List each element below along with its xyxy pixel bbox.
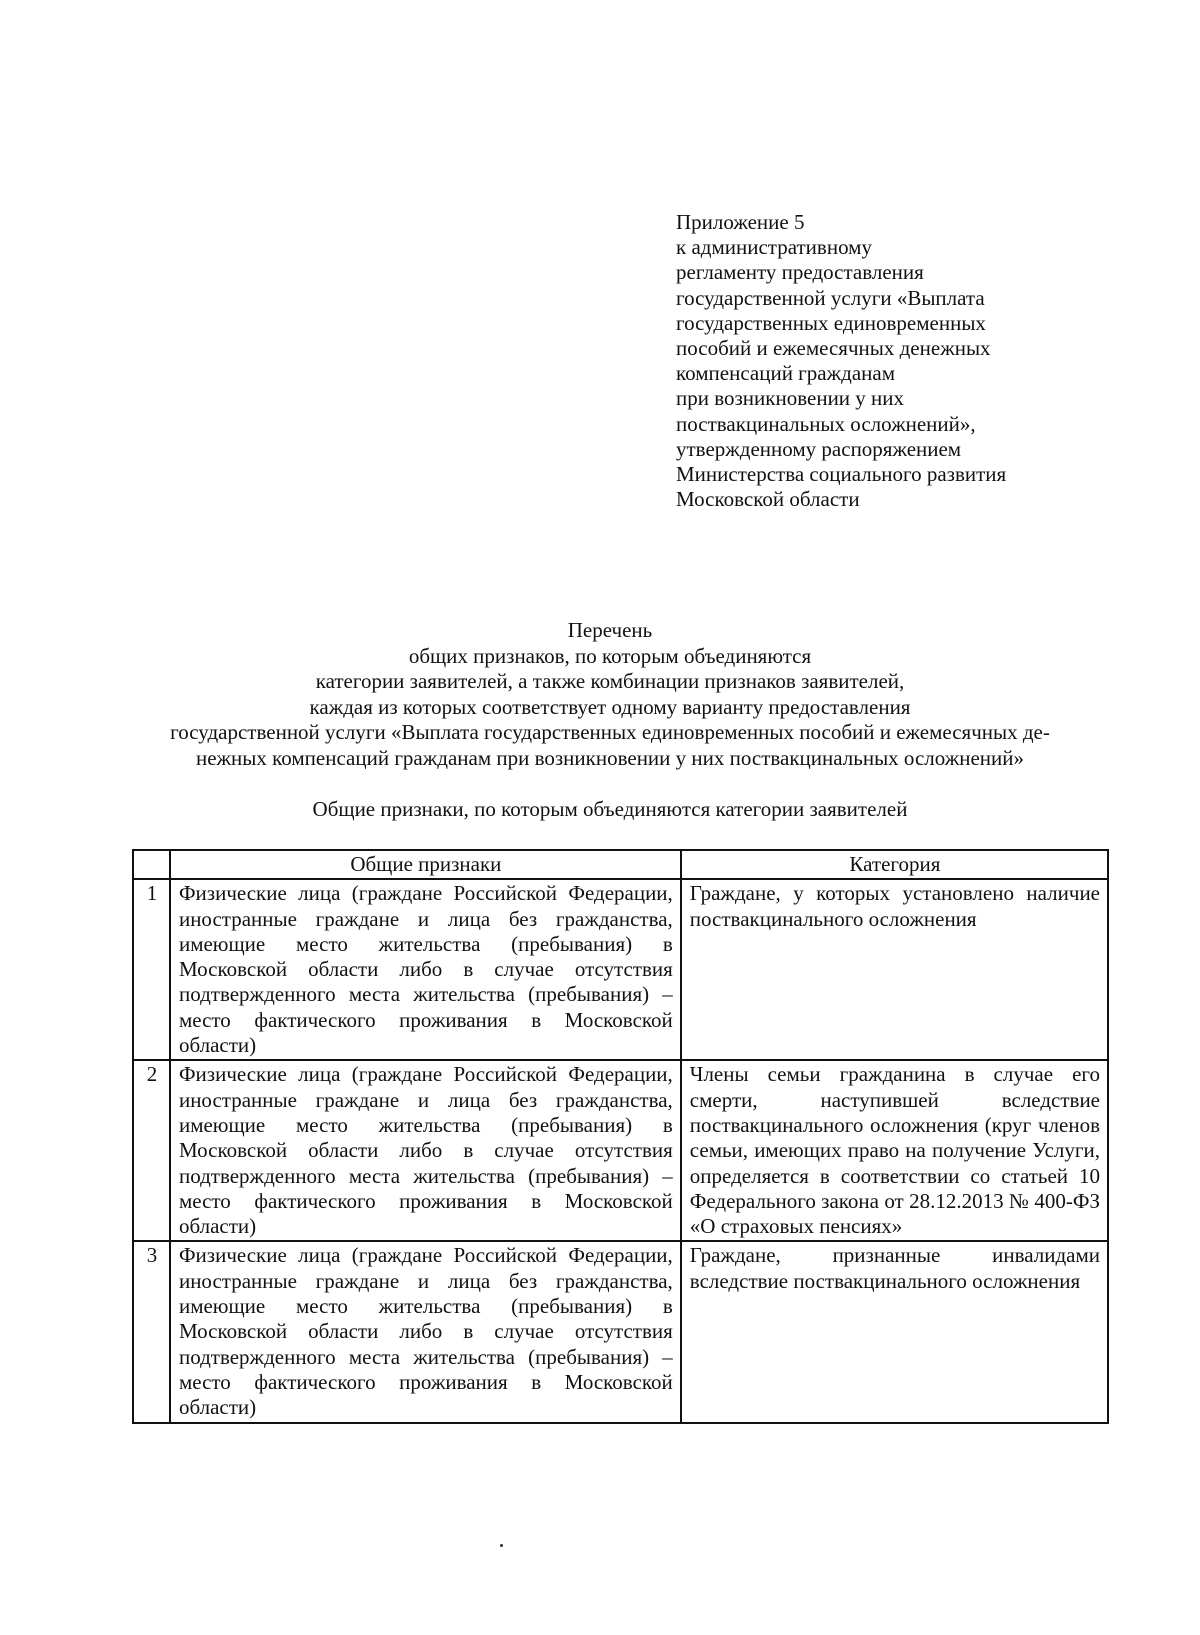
table-row [133,1060,1108,1241]
row-number: 2 [133,1060,170,1241]
row-category: Граждане, признанные инвалидами вследствие поствакцинального осложнения [681,1241,1108,1422]
column-header-category: Категория [681,850,1108,879]
attachment-line: государственной услуги «Выплата [676,285,985,310]
column-header-number [133,850,170,879]
attachment-line: Министерства социального развития [676,462,1007,487]
title-line: каждая из которых соответствует одному варианту предоставления [309,694,911,719]
attachment-line: при возникновении у них [676,386,905,411]
row-number: 3 [133,1241,170,1422]
column-header-signs: Общие признаки [170,850,681,879]
attachment-note [676,210,1096,512]
table-caption: Общие признаки, по которым объединяются категории заявителей [312,797,908,821]
attachment-line: регламенту предоставления [676,260,924,285]
row-signs: Физические лица (граждане Российской Федерации, иностранные граждане и лица без гражданства, имеющие место жительства (пребывания) в Московской области либо в случае отсутствия подтвержденного места жительства (пребывания) – место фактического проживания в Московской области) [170,879,681,1060]
row-signs: Физические лица (граждане Российской Федерации, иностранные граждане и лица без гражданства, имеющие место жительства (пребывания) в Московской области либо в случае отсутствия подтвержденного места жительства (пребывания) – место фактического проживания в Московской области) [170,1241,681,1422]
row-signs: Физические лица (граждане Российской Федерации, иностранные граждане и лица без гражданства, имеющие место жительства (пребывания) в Московской области либо в случае отсутствия подтвержденного места жительства (пребывания) – место фактического проживания в Московской области) [170,1060,681,1241]
attachment-line: компенсаций гражданам [676,361,895,386]
title-line: категории заявителей, а также комбинации признаков заявителей, [315,669,905,693]
table-header-row [133,850,1108,879]
attachment-line: утвержденному распоряжением [676,436,962,461]
row-category: Члены семьи гражданина в случае его смерти, наступившей вследствие поствакцинального осложнения (круг членов семьи, имеющих право на получение Услуги, определяется в соответствии со статьей 10 Федерального закона от 28.12.2013 № 400-ФЗ «О страховых пенсиях» [681,1060,1108,1241]
title-line: Перечень [567,618,653,642]
scan-speck [500,1544,503,1547]
title-line: государственной услуги «Выплата государственных единовременных пособий и ежемесячных де- [170,720,1050,744]
title-line: общих признаков, по которым объединяются [408,643,812,668]
row-number: 1 [133,879,170,1060]
title-line: нежных компенсаций гражданам при возникновении у них поствакцинальных осложнений» [195,745,1025,770]
attachment-line: Московской области [676,487,860,512]
table-row [133,879,1108,1060]
row-category: Граждане, у которых установлено наличие поствакцинального осложнения [681,879,1108,1060]
attachment-line: Приложение 5 [676,210,805,234]
document-title [120,618,1100,771]
attachment-line: поствакцинальных осложнений», [676,411,976,436]
attachment-line: к административному [676,235,872,260]
table-row [133,1241,1108,1422]
applicant-categories-table [132,849,1109,1424]
attachment-line: государственных единовременных [676,310,986,335]
attachment-line: пособий и ежемесячных денежных [676,336,991,361]
